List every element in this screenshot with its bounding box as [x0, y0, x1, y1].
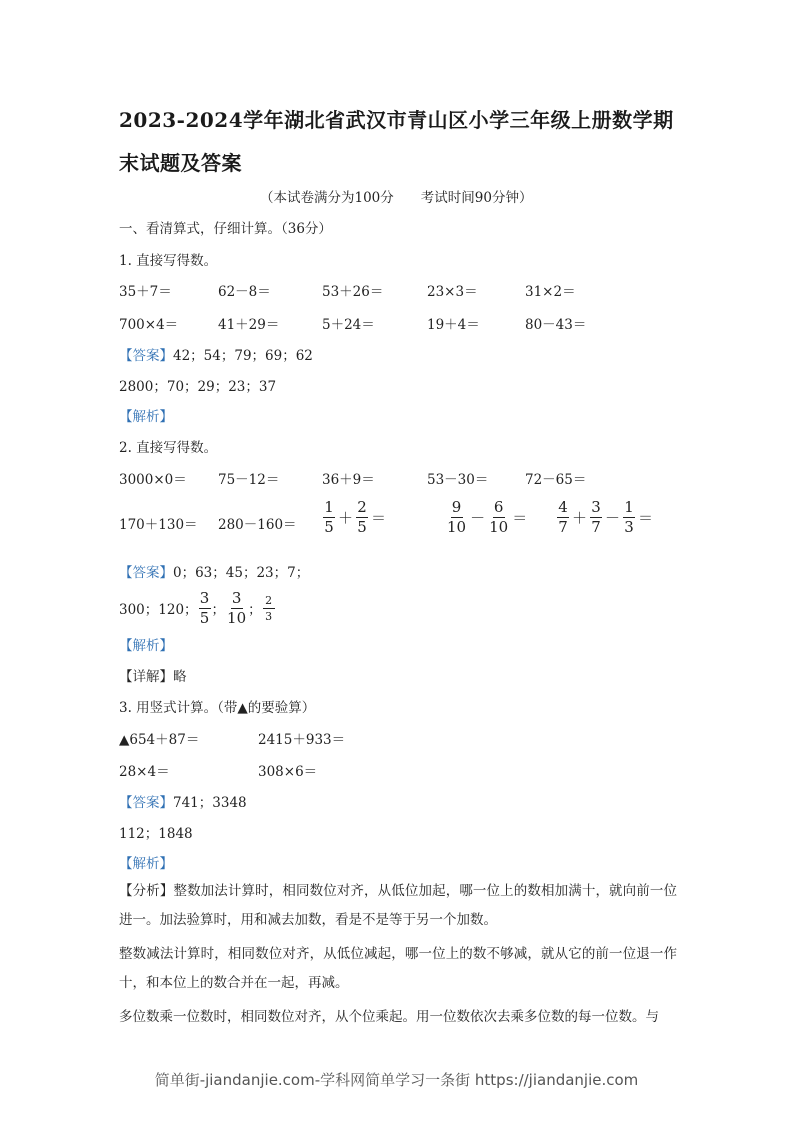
- q2-item: 3000×0＝: [119, 472, 187, 488]
- q2-fraction-expr-a: $\frac{1}{5}$ ＋ $\frac{2}{5}$ ＝: [324, 498, 387, 536]
- q2-item: 75－12＝: [218, 472, 280, 488]
- fraction: $\frac{6}{10}$: [489, 498, 509, 536]
- q1-row-1: [0, 280, 793, 300]
- q3-answer-line-2: 112；1848: [119, 826, 193, 842]
- answer-label: 【答案】: [119, 565, 173, 581]
- q2-heading: 2. 直接写得数。: [119, 440, 218, 456]
- answer-text: 42；54；79；69；62: [173, 348, 313, 364]
- q3-row-2: [0, 760, 793, 780]
- q3-item: 2415＋933＝: [258, 732, 346, 748]
- q2-item: 280－160＝: [218, 517, 297, 533]
- exam-subtitle: （本试卷满分为100分 考试时间90分钟）: [260, 190, 533, 206]
- analysis-label: 【解析】: [119, 409, 173, 425]
- answer-text: 741；3348: [173, 795, 247, 811]
- detail-text: 略: [173, 669, 187, 685]
- fraction: $\frac{3}{5}$: [199, 588, 210, 627]
- q1-row-2: [0, 313, 793, 333]
- analysis-label: 【解析】: [119, 856, 173, 872]
- q2-item: 53－30＝: [427, 472, 489, 488]
- q3-answer: [119, 791, 247, 811]
- q2-answer: [119, 561, 309, 581]
- q3-item: 308×6＝: [258, 764, 318, 780]
- q1-item: 19＋4＝: [427, 317, 480, 333]
- separator: ；: [211, 602, 226, 618]
- q2-item: 36＋9＝: [322, 472, 375, 488]
- q1-item: 700×4＝: [119, 317, 179, 333]
- answer-text: 0；63；45；23；7；: [173, 565, 310, 581]
- q3-item: 28×4＝: [119, 764, 170, 780]
- answer-label: 【答案】: [119, 795, 173, 811]
- q2-fraction-expr-c: $\frac{4}{7}$ ＋ $\frac{3}{7}$ － $\frac{1}{3}$ ＝: [558, 498, 654, 536]
- q1-item: 31×2＝: [525, 284, 576, 300]
- q1-item: 62－8＝: [218, 284, 271, 300]
- fraction: $\frac{1}{5}$: [324, 498, 334, 536]
- page-footer: 简单街-jiandanjie.com-学科网简单学习一条街 https://jiandanjie.com: [154, 1071, 639, 1089]
- q2-item: 170＋130＝: [119, 517, 198, 533]
- page-title-line-2: 末试题及答案: [119, 151, 242, 175]
- fraction: $\frac{9}{10}$: [447, 498, 467, 536]
- q3-heading: 3. 用竖式计算。（带▲的要验算）: [119, 700, 316, 716]
- q3-row-1: [0, 728, 793, 748]
- q3-analysis-paragraph-2: 整数减法计算时，相同数位对齐，从低位减起，哪一位上的数不够减，就从它的前一位退一作十，和本位上的数合并在一起，再减。: [119, 946, 677, 991]
- q2-fraction-expr-b: $\frac{9}{10}$ － $\frac{6}{10}$ ＝: [447, 498, 528, 536]
- separator: ；: [248, 602, 262, 618]
- fraction: $\frac{1}{3}$: [624, 498, 634, 536]
- fraction: $\frac{2}{3}$: [263, 595, 275, 622]
- q1-heading: 1. 直接写得数。: [119, 253, 218, 269]
- answer-text: 300；120；: [119, 602, 198, 618]
- q1-answer: [119, 344, 313, 364]
- fenxi-label: 【分析】: [119, 883, 174, 899]
- q3-analysis-paragraph-1: [119, 877, 677, 935]
- q1-answer-line-2: 2800；70；29；23；37: [119, 379, 277, 395]
- q2-answer-line-2: [119, 588, 276, 628]
- q2-item: 72－65＝: [525, 472, 587, 488]
- q1-item: 35＋7＝: [119, 284, 172, 300]
- fenxi-text: 整数加法计算时，相同数位对齐，从低位加起，哪一位上的数相加满十，就向前一位进一。加法验算时，用和减去加数，看是不是等于另一个加数。: [119, 883, 678, 928]
- detail-label: 【详解】: [119, 669, 173, 685]
- fraction: $\frac{3}{7}$: [591, 498, 601, 536]
- q3-item: ▲654＋87＝: [119, 732, 200, 748]
- q1-item: 41＋29＝: [218, 317, 280, 333]
- fraction: $\frac{2}{5}$: [357, 498, 367, 536]
- section-heading-1: 一、看清算式，仔细计算。（36分）: [119, 221, 332, 237]
- q2-row-2: [0, 500, 793, 544]
- answer-label: 【答案】: [119, 348, 173, 364]
- q1-item: 23×3＝: [427, 284, 478, 300]
- q1-item: 53＋26＝: [322, 284, 384, 300]
- fraction: $\frac{3}{10}$: [227, 588, 247, 627]
- q1-item: 5＋24＝: [322, 317, 375, 333]
- q1-item: 80－43＝: [525, 317, 587, 333]
- analysis-label: 【解析】: [119, 638, 173, 654]
- q3-analysis-paragraph-3: 多位数乘一位数时，相同数位对齐，从个位乘起。用一位数依次去乘多位数的每一位数。与: [119, 1009, 659, 1025]
- q2-row-1: [0, 468, 793, 488]
- fraction: $\frac{4}{7}$: [558, 498, 568, 536]
- page-title-line-1: 2023-2024学年湖北省武汉市青山区小学三年级上册数学期: [119, 108, 674, 132]
- q2-detail: [119, 665, 187, 685]
